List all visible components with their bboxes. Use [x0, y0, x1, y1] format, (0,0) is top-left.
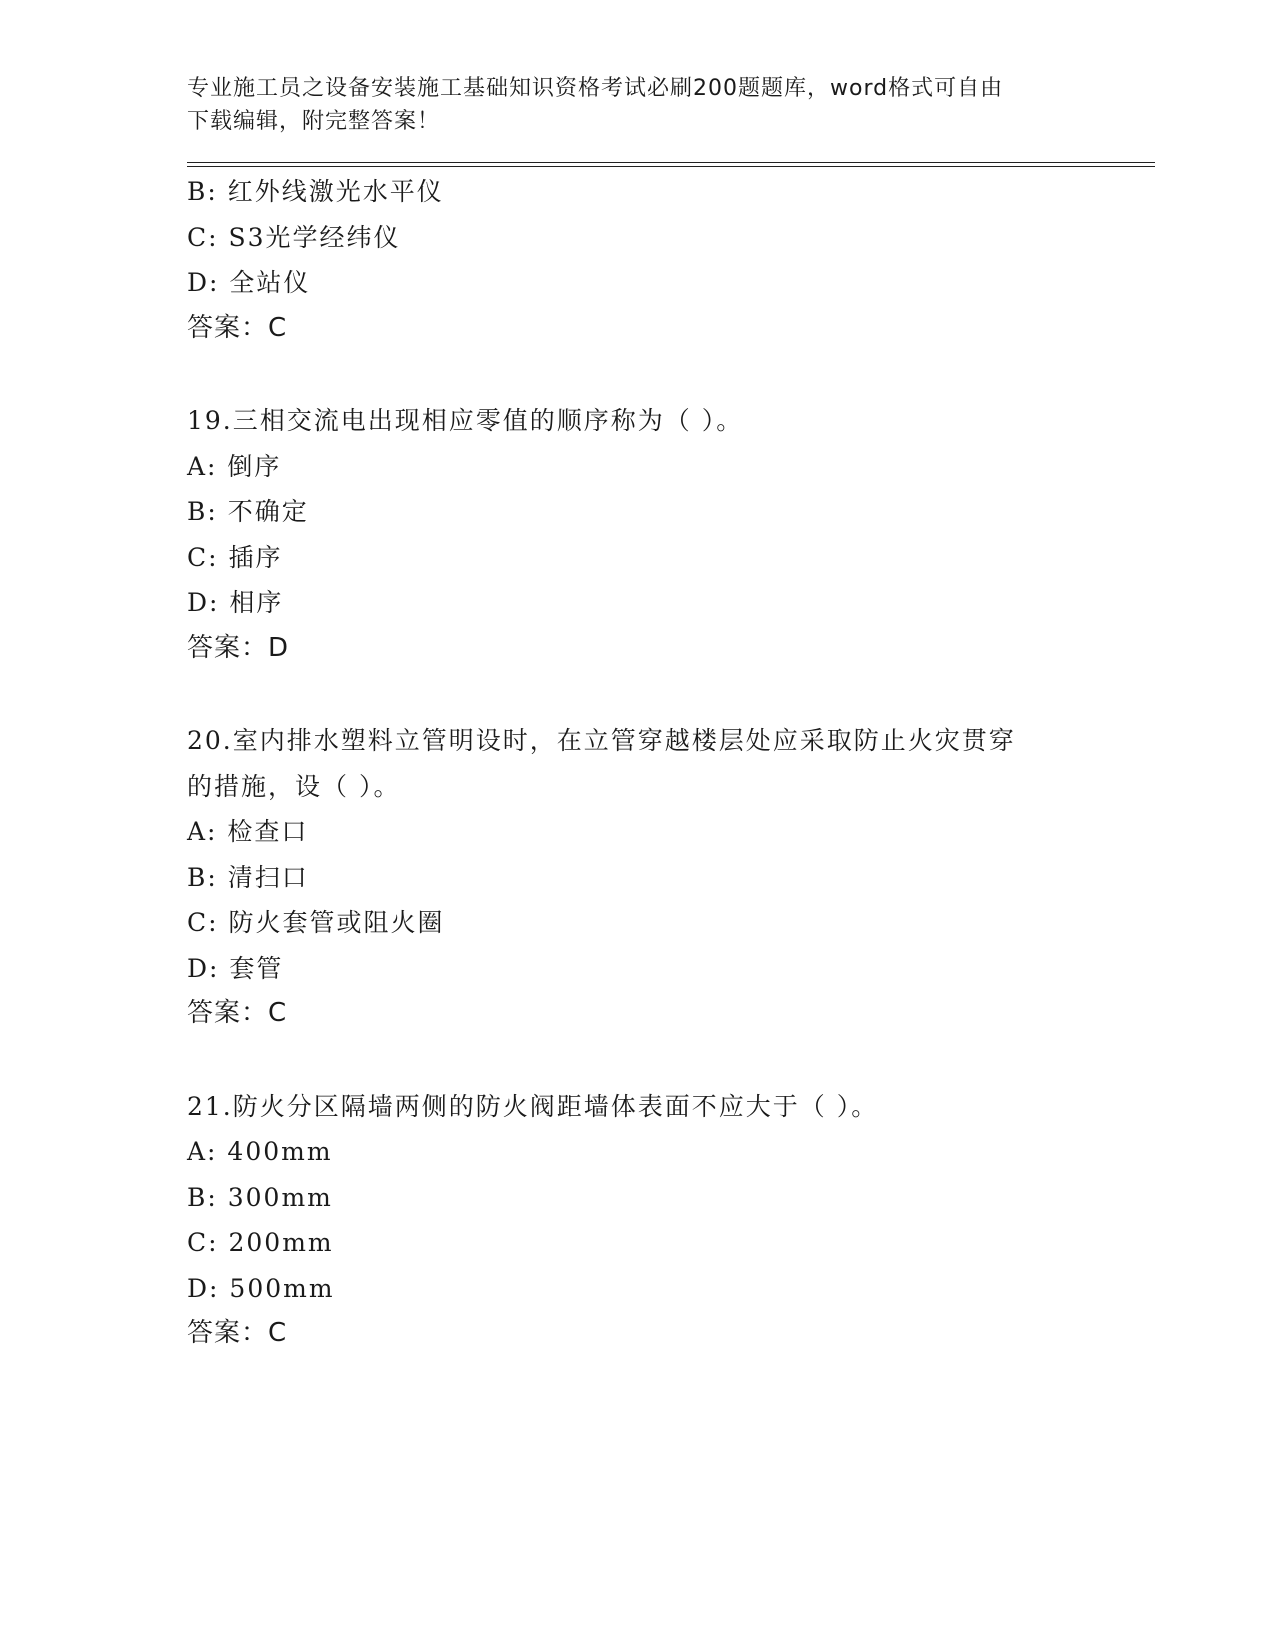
- question-20: [187, 718, 1155, 1037]
- question-stem: 19.三相交流电出现相应零值的顺序称为（ ）。: [187, 406, 744, 435]
- option-c: C: 200mm: [187, 1228, 334, 1257]
- option-d: D: 全站仪: [187, 268, 311, 297]
- spacer: [187, 1037, 1155, 1084]
- header-line-2: 下载编辑，附完整答案！: [187, 109, 441, 134]
- answer-line: 答案：C: [187, 1318, 288, 1348]
- question-stem-continued: 的措施，设（ ）。: [187, 771, 401, 801]
- spacer: [187, 351, 1155, 398]
- question-stem: 20.室内排水塑料立管明设时，在立管穿越楼层处应采取防止火灾贯穿: [187, 726, 1016, 755]
- option-b: B: 不确定: [187, 497, 309, 526]
- spacer: [187, 671, 1155, 718]
- option-a: A: 400mm: [187, 1137, 333, 1166]
- option-c: C: S3光学经纬仪: [187, 222, 401, 252]
- header-line-1: 专业施工员之设备安装施工基础知识资格考试必刷200题题库，word格式可自由: [187, 76, 1004, 101]
- document-header: [187, 72, 1087, 138]
- option-b: B: 清扫口: [187, 862, 309, 892]
- document-page: [187, 72, 1155, 1357]
- option-d: D: 相序: [187, 588, 284, 617]
- option-d: D: 500mm: [187, 1273, 335, 1303]
- answer-line: 答案：C: [187, 998, 288, 1028]
- option-a: A: 检查口: [187, 817, 309, 846]
- answer-line: 答案：C: [187, 312, 288, 343]
- answer-line: 答案：D: [187, 632, 290, 663]
- option-c: C: 防火套管或阻火圈: [187, 908, 445, 937]
- question-18-continued: [187, 169, 1155, 351]
- question-21: [187, 1084, 1155, 1357]
- option-b: B: 300mm: [187, 1182, 333, 1212]
- document-body: [187, 169, 1155, 1357]
- question-19: [187, 398, 1155, 671]
- header-divider: [187, 162, 1155, 163]
- option-c: C: 插序: [187, 542, 283, 572]
- option-a: A: 倒序: [187, 451, 282, 481]
- question-stem: 21.防火分区隔墙两侧的防火阀距墙体表面不应大于（ ）。: [187, 1091, 879, 1121]
- option-d: D: 套管: [187, 953, 284, 983]
- option-b: B: 红外线激光水平仪: [187, 177, 444, 206]
